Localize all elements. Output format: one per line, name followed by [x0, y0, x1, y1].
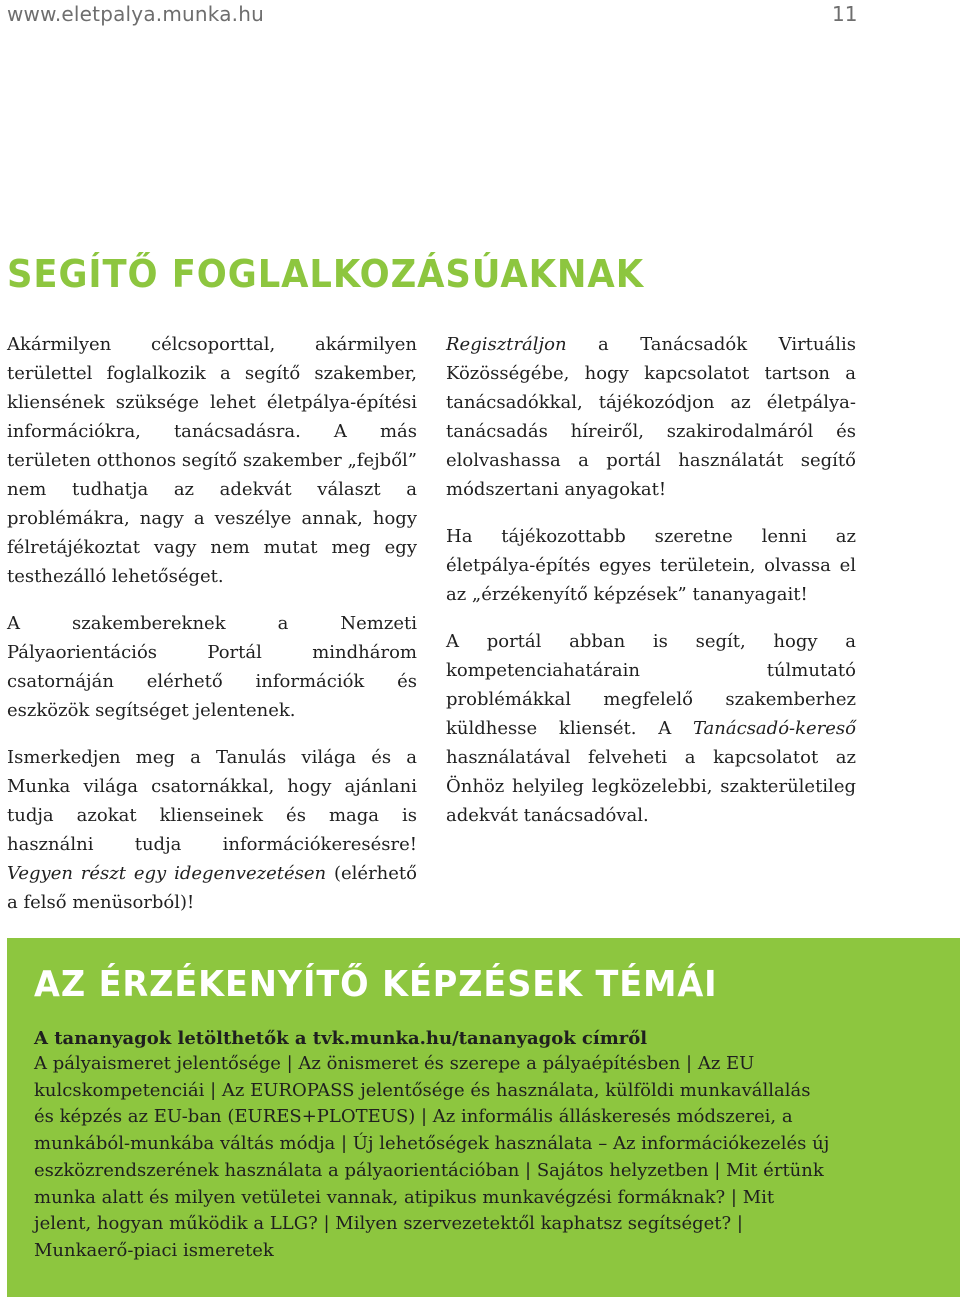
- topics-box-subtitle: A tananyagok letölthetők a tvk.munka.hu/tananyagok címről: [34, 1028, 648, 1049]
- topics-list: A pályaismeret jelentősége | Az önismeret és szerepe a pályaépítésben | Az EU kulcskompetenciái | Az EUROPASS jelentősége és használata, külföldi munkavállalás és képzés az EU-ban (EURES+PLOTEUS) | Az informális álláskeresés módszerei, a munkából-munkába váltás módja | Új lehetőségek használata – Az információkezelés új eszközrendszerének használata a pályaorientációban | Sajátos helyzetben | Mit értünk munka alatt és milyen vetületei vannak, atipikus munkavégzési formáknak? | Mit jelent, hogyan működik a LLG? | Milyen szervezetektől kaphatsz segítséget? | Munkaerő-piaci ismeretek: [34, 1053, 830, 1261]
- left-paragraph-3-start: Ismerkedjen meg a Tanulás világa és a Munka világa csatornákkal, hogy ajánlani tudja azokat klienseinek és maga is használni tudja információkeresésre!: [7, 747, 417, 855]
- page-number: 11: [832, 2, 858, 26]
- right-paragraph-2: Ha tájékozottabb szeretne lenni az életpálya-építés egyes területein, olvassa el az „érzékenyítő képzések” tananyagait!: [446, 526, 856, 605]
- right-paragraph-1-rest: a Tanácsadók Virtuális Közösségébe, hogy kapcsolatot tartson a tanácsadókkal, tájékozódjon az életpálya-tanácsadás híreiről, szakirodalmáról és elolvashassa a portál használatát segítő módszertani anyagokat!: [446, 334, 856, 500]
- topics-box-title: AZ ÉRZÉKENYÍTŐ KÉPZÉSEK TÉMÁI: [34, 964, 718, 1005]
- left-paragraph-3: [7, 743, 417, 917]
- advisor-finder-text: Tanácsadó-kereső: [692, 718, 856, 739]
- right-column: [446, 330, 856, 848]
- right-paragraph-3-start: A portál abban is segít, hogy a kompetenciahatárain túlmutató problémákkal megfelelő szakemberhez küldhesse kliensét. A: [446, 631, 856, 739]
- left-paragraph-3-end: (elérhető a felső menüsorból)!: [7, 863, 417, 913]
- topics-box: [7, 938, 960, 1297]
- section-title: SEGÍTŐ FOGLALKOZÁSÚAKNAK: [7, 252, 645, 296]
- right-paragraph-3: [446, 627, 856, 830]
- right-paragraph-1: [446, 330, 856, 504]
- register-text: Regisztráljon: [446, 334, 567, 355]
- left-paragraph-2: A szakembereknek a Nemzeti Pályaorientációs Portál mindhárom csatornáján elérhető információk és eszközök segítséget jelentenek.: [7, 613, 417, 721]
- tour-link-text: Vegyen részt egy idegenvezetésen: [7, 863, 327, 884]
- left-paragraph-1: Akármilyen célcsoporttal, akármilyen területtel foglalkozik a segítő szakember, kliensének szüksége lehet életpálya-építési információkra, tanácsadásra. A más területen otthonos segítő szakember „fejből” nem tudhatja az adekvát választ a problémákra, nagy a veszélye annak, hogy félretájékoztat vagy nem mutat meg egy testhezálló lehetőséget.: [7, 334, 417, 587]
- left-column: [7, 330, 417, 935]
- right-paragraph-3-end: használatával felveheti a kapcsolatot az Önhöz helyileg legközelebbi, szakterületileg adekvát tanácsadóval.: [446, 747, 856, 826]
- header-url: www.eletpalya.munka.hu: [7, 2, 264, 26]
